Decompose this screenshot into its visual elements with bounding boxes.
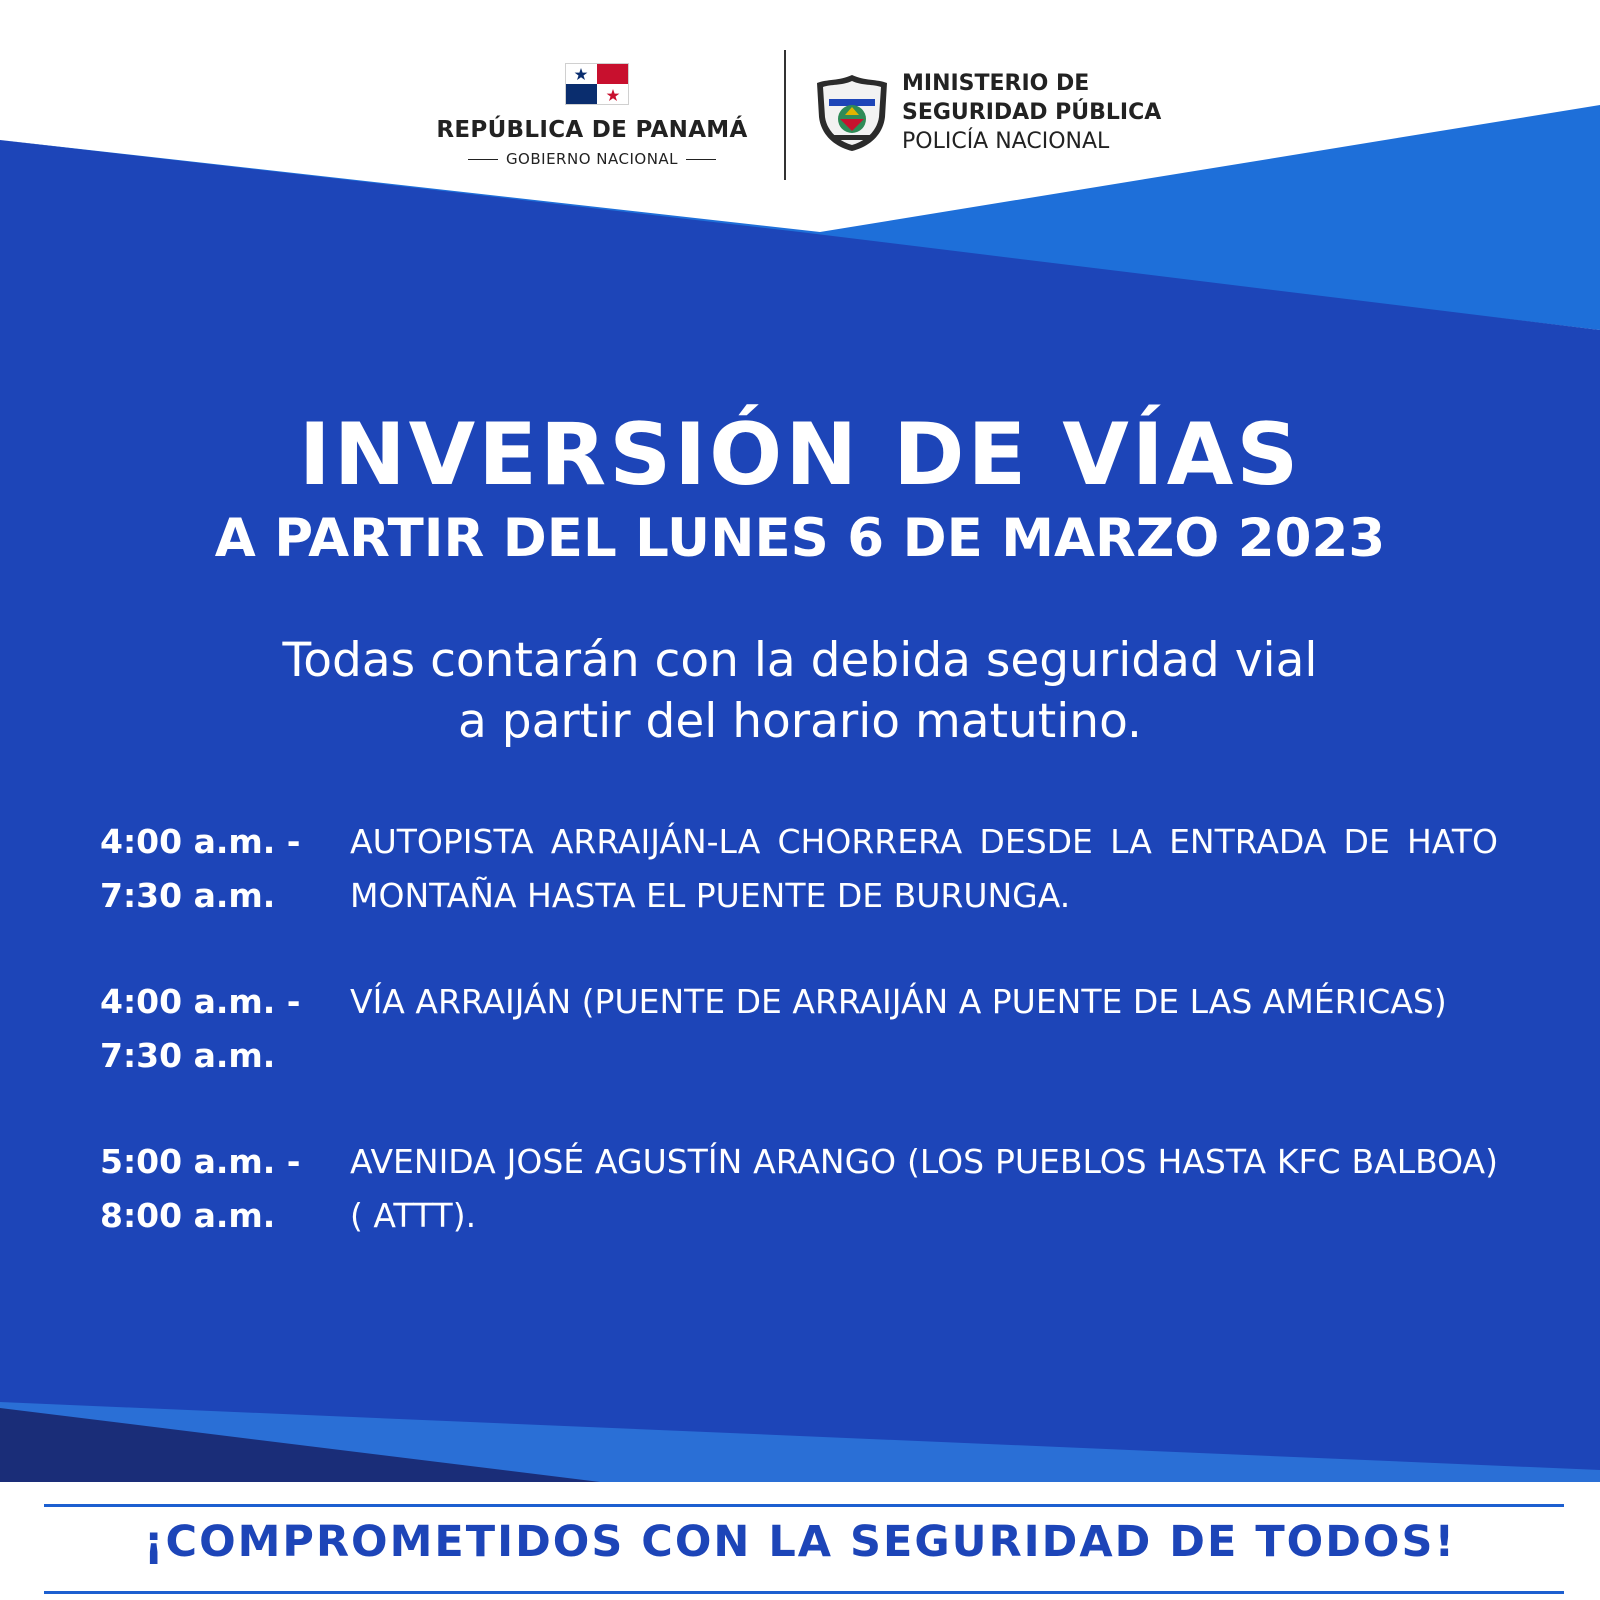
schedule-item [100, 815, 1500, 975]
time-end: 7:30 a.m. [100, 876, 276, 915]
ministry-line2: SEGURIDAD PÚBLICA [902, 100, 1162, 125]
header-divider [784, 50, 786, 180]
main-title: INVERSIÓN DE VÍAS [298, 405, 1302, 505]
government-subtitle-row [430, 150, 754, 168]
right-dash [686, 159, 716, 161]
intro-text [0, 630, 1600, 752]
intro-line1: Todas contarán con la debida seguridad vial [282, 633, 1318, 688]
schedule-list [100, 815, 1500, 1295]
time-start: 5:00 a.m. - [100, 1142, 301, 1181]
schedule-route: AUTOPISTA ARRAIJÁN-LA CHORRERA DESDE LA ENTRADA DE HATO MONTAÑA HASTA EL PUENTE DE BURUNGA. [350, 822, 1498, 915]
schedule-time [100, 1135, 340, 1243]
footer-rule-top [44, 1504, 1564, 1507]
left-dash [468, 159, 498, 161]
government-name: REPÚBLICA DE PANAMÁ [436, 117, 748, 143]
schedule-item [100, 1135, 1500, 1295]
schedule-time [100, 815, 340, 923]
footer-slogan: ¡COMPROMETIDOS CON LA SEGURIDAD DE TODOS! [143, 1517, 1457, 1567]
footer-rule-bottom [44, 1591, 1564, 1594]
schedule-time [100, 975, 340, 1083]
time-end: 8:00 a.m. [100, 1196, 276, 1235]
schedule-route: VÍA ARRAIJÁN (PUENTE DE ARRAIJÁN A PUENTE DE LAS AMÉRICAS) [350, 982, 1447, 1021]
schedule-route: AVENIDA JOSÉ AGUSTÍN ARANGO (LOS PUEBLOS HASTA KFC BALBOA) ( ATTT). [350, 1142, 1498, 1235]
ministry-line1: MINISTERIO DE [902, 71, 1090, 96]
main-subtitle: A PARTIR DEL LUNES 6 DE MARZO 2023 [214, 508, 1386, 569]
time-start: 4:00 a.m. - [100, 982, 301, 1021]
time-end: 7:30 a.m. [100, 1036, 276, 1075]
panama-flag-icon [565, 63, 629, 105]
time-start: 4:00 a.m. - [100, 822, 301, 861]
government-subtitle: GOBIERNO NACIONAL [505, 150, 679, 168]
intro-line2: a partir del horario matutino. [458, 694, 1142, 749]
ministry-line3: POLICÍA NACIONAL [902, 129, 1110, 154]
police-badge-icon [813, 73, 891, 153]
schedule-item [100, 975, 1500, 1135]
